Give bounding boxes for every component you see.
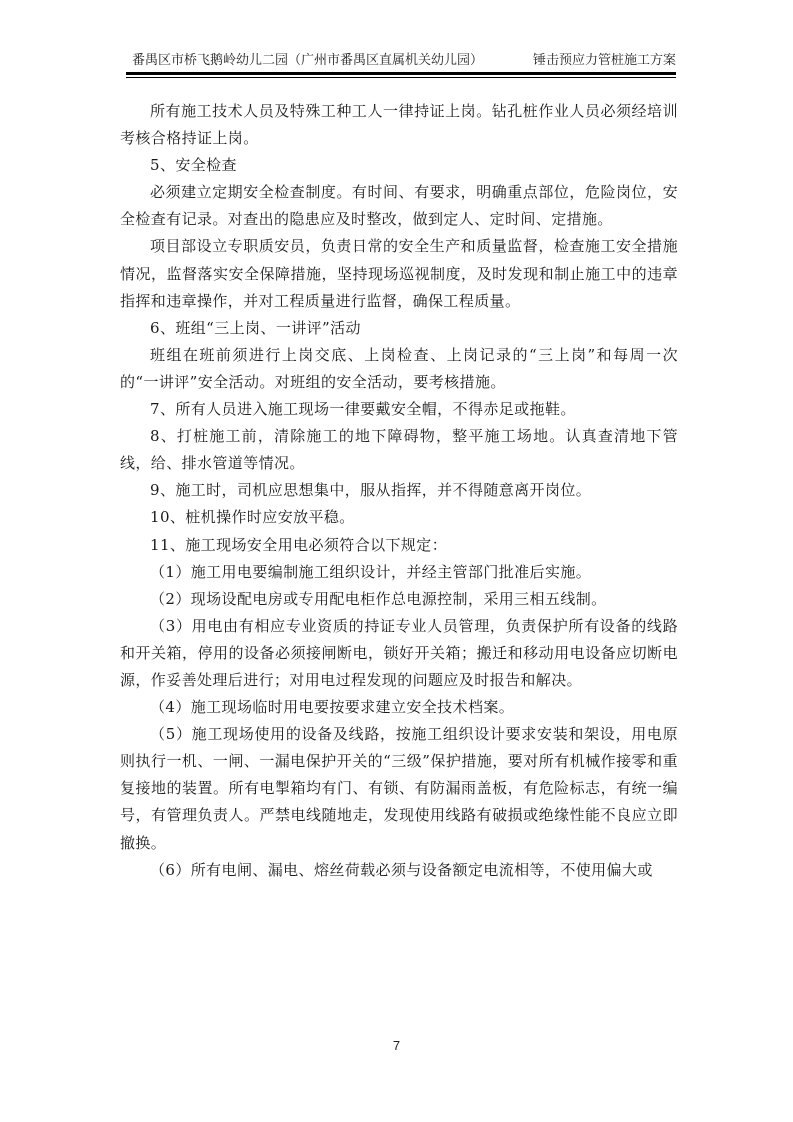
sub-list-item: （5）施工现场使用的设备及线路，按施工组织设计要求安装和架设，用电原则执行一机、一闸、一漏电保护开关的“三级”保护措施，要对所有机械作接零和重复接地的装置。所有电掣箱均有门、有锁、有防漏雨盖板，有危险标志，有统一编号，有管理负责人。严禁电线随地走，发现使用线路有破损或绝缘性能不良应立即撤换。 (120, 725, 678, 852)
document-body (120, 98, 678, 884)
sub-list-item: （4）施工现场临时用电要按要求建立安全技术档案。 (150, 698, 515, 717)
page-header (126, 52, 676, 72)
paragraph: 必须建立定期安全检查制度。有时间、有要求，明确重点部位，危险岗位，安全检查有记录。对查出的隐患应及时整改，做到定人、定时间、定措施。 (120, 183, 678, 229)
list-item: 10、桩机操作时应安放平稳。 (150, 508, 355, 527)
sub-list-item: （3）用电由有相应专业资质的持证专业人员管理，负责保护所有设备的线路和开关箱，停用的设备必须接闸断电，锁好开关箱；搬迁和移动用电设备应切断电源，作妥善处理后进行；对用电过程发现的问题应及时报告和解决。 (120, 616, 678, 689)
header-document-title: 锤击预应力管桩施工方案 (532, 53, 676, 68)
list-item: 7、所有人员进入施工现场一律要戴安全帽，不得赤足或拖鞋。 (150, 400, 576, 419)
header-rule-thin (126, 77, 676, 78)
paragraph: 所有施工技术人员及特殊工种工人一律持证上岗。钻孔桩作业人员必须经培训考核合格持证上岗。 (120, 102, 678, 148)
header-project-name: 番禺区市桥飞鹅岭幼儿二园（广州市番禺区直属机关幼儿园） (132, 53, 484, 68)
list-item: 8、打桩施工前，清除施工的地下障碍物，整平施工场地。认真查清地下管线，给、排水管道等情况。 (120, 427, 678, 473)
list-item: 9、施工时，司机应思想集中，服从指挥，并不得随意离开岗位。 (150, 481, 592, 500)
paragraph: 项目部设立专职质安员，负责日常的安全生产和质量监督，检查施工安全措施情况，监督落实安全保障措施，坚持现场巡视制度，及时发现和制止施工中的违章指挥和违章操作，并对工程质量进行监督，确保工程质量。 (120, 237, 678, 310)
header-rule-thick (126, 72, 676, 75)
section-heading: 5、安全检查 (150, 156, 237, 175)
sub-list-item: （2）现场设配电房或专用配电柜作总电源控制，采用三相五线制。 (150, 589, 607, 608)
section-heading: 6、班组“三上岗、一讲评”活动 (150, 318, 361, 337)
sub-list-item: （1）施工用电要编制施工组织设计，并经主管部门批准后实施。 (150, 562, 592, 581)
list-item: 11、施工现场安全用电必须符合以下规定： (150, 535, 448, 554)
paragraph: 班组在班前须进行上岗交底、上岗检查、上岗记录的“三上岗”和每周一次的“一讲评”安全活动。对班组的安全活动，要考核措施。 (120, 345, 678, 391)
page-number: 7 (392, 1038, 401, 1053)
sub-list-item: （6）所有电闸、漏电、熔丝荷载必须与设备额定电流相等，不使用偏大或 (150, 860, 653, 879)
